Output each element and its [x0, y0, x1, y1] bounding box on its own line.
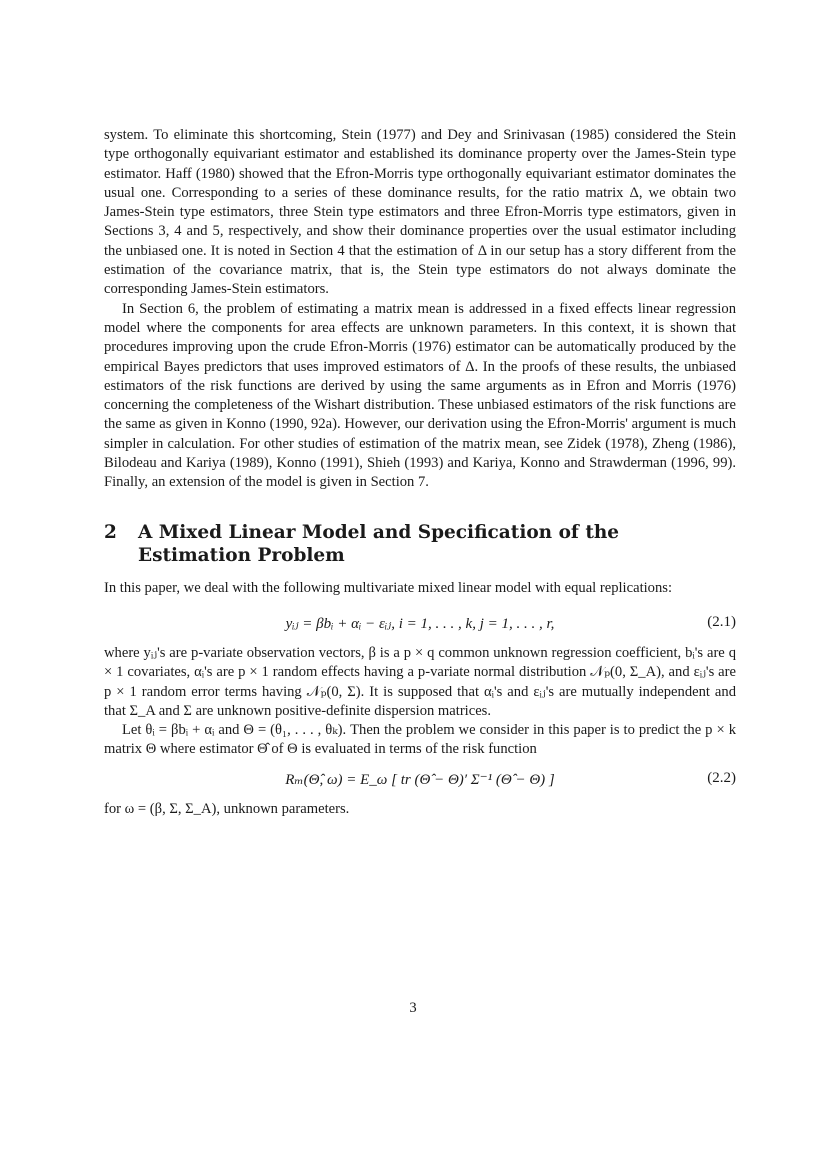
page-number: 3: [409, 1000, 417, 1016]
equation-2-2: [104, 762, 736, 798]
page-body: [104, 126, 736, 819]
paragraph-where: where yᵢⱼ's are p-variate observation vectors, β is a p × q common unknown regression coefficient, bᵢ's are q × 1 covariates, αᵢ's are p × 1 random effects having a p-variate normal distribution 𝒩ₚ(0, Σ_A), and εᵢⱼ's are p × 1 random error terms having 𝒩ₚ(0, Σ). It is supposed that αᵢ's and εᵢⱼ's are mutually independent and that Σ_A and Σ are unknown positive-definite dispersion matrices.: [104, 644, 736, 719]
section-number: 2: [104, 521, 117, 543]
paragraph-let: Let θᵢ = βbᵢ + αᵢ and Θ = (θ₁, . . . , θₖ). Then the problem we consider in this paper is to predict the p × k matrix Θ where estimator Θ̂ of Θ is evaluated in terms of the risk function: [104, 722, 736, 758]
paragraph-intro-1: system. To eliminate this shortcoming, Stein (1977) and Dey and Srinivasan (1985) considered the Stein type orthogonally equivariant estimator and established its dominance property over the James-Stein type estimator. Haff (1980) showed that the Efron-Morris type orthogonally equivariant estimator dominates the usual one. Corresponding to a series of these dominance results, for the ratio matrix Δ, we obtain two James-Stein type estimators, three Stein type estimators and three Efron-Morris type estimators, given in Sections 3, 4 and 5, respectively, and show their dominance properties over the usual estimator including the unbiased one. It is noted in Section 4 that the estimation of Δ in our setup has a story different from the estimation of the covariance matrix, that is, the Stein type estimators do not always dominate the corresponding James-Stein estimators.: [104, 127, 736, 298]
equation-2-2-body: Rₘ(Θ̂, ω) = E_ω [ tr (Θ̂ − Θ)′ Σ⁻¹ (Θ̂ − Θ) ]: [285, 771, 555, 788]
equation-2-2-number: (2.2): [707, 769, 736, 786]
paragraph-model: In this paper, we deal with the following multivariate mixed linear model with equal replications:: [104, 579, 673, 596]
equation-2-1-number: (2.1): [707, 613, 736, 630]
paragraph-intro-2: In Section 6, the problem of estimating a matrix mean is addressed in a fixed effects linear regression model where the components for area effects are unknown parameters. In this context, it is shown that procedures improving upon the crude Efron-Morris (1976) estimator can be automatically produced by the empirical Bayes predictors that uses improved estimators of Δ. In the proofs of these results, the unbiased estimators of the risk functions are derived by using the same arguments as in Efron and Morris (1976) concerning the completeness of the Wishart distribution. These unbiased estimators of the risk functions are the same as given in Konno (1990, 92a). However, our derivation using the Efron-Morris' argument is much simpler in calculation. For other studies of estimation of the matrix mean, see Zidek (1978), Zheng (1986), Bilodeau and Kariya (1989), Konno (1991), Shieh (1993) and Kariya, Konno and Strawderman (1996, 99). Finally, an extension of the model is given in Section 7.: [104, 300, 736, 491]
section-title: A Mixed Linear Model and Specification of the Estimation Problem: [138, 521, 620, 566]
section-heading: [104, 521, 736, 567]
equation-2-1-body: yᵢⱼ = βbᵢ + αᵢ − εᵢⱼ, i = 1, . . . , k, j = 1, . . . , r,: [285, 615, 555, 632]
paragraph-for: for ω = (β, Σ, Σ_A), unknown parameters.: [104, 800, 350, 817]
equation-2-1: [104, 610, 736, 638]
